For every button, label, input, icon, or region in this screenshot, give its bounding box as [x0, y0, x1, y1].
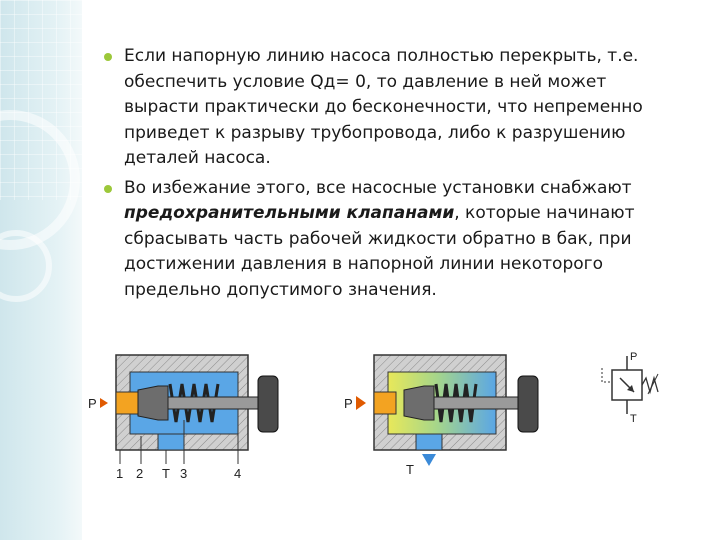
flow-arrow-icon — [356, 396, 366, 410]
valve-poppet — [404, 386, 434, 420]
bullet-text-1: Если напорную линию насоса полностью перекрыть, т.е. обеспечить условие Qд= 0, то давление в ней может вырасти практически до бесконечности, что непременно приведет к разрыву трубопровода, либо к разрушению деталей насоса. — [124, 46, 643, 168]
port-label-p: P — [344, 396, 353, 411]
port-label-p: P — [88, 396, 97, 411]
bullet-dot-icon — [104, 185, 112, 193]
adjust-stem — [434, 397, 528, 409]
bullet-list — [104, 44, 664, 307]
tank-port — [416, 434, 442, 450]
bullet-dot-icon — [104, 53, 112, 61]
port-label-t: T — [406, 462, 414, 477]
tank-arrow-icon — [422, 454, 436, 466]
callout-label-2: 2 — [136, 466, 144, 481]
bullet-item-1 — [104, 44, 664, 172]
bullet-text-2-post: , которые начинают сбрасывать часть рабочей жидкости обратно в бак, при достижении давления в напорной линии некоторого предельно допустимого значения. — [124, 203, 635, 300]
bullet-text-2-pre: Во избежание этого, все насосные установки снабжают — [124, 177, 632, 198]
symbol-label-t: T — [630, 413, 637, 425]
tank-port — [158, 434, 184, 450]
valve-poppet — [138, 386, 168, 420]
adjust-stem — [168, 397, 266, 409]
valve-open-illustration — [338, 340, 548, 485]
callout-label-3: 3 — [180, 466, 188, 481]
relief-valve-symbol — [596, 348, 676, 428]
bullet-item-2 — [104, 176, 664, 304]
callout-label-4: 4 — [234, 466, 242, 481]
symbol-label-p: P — [630, 351, 638, 363]
valve-closed-illustration — [86, 340, 286, 485]
callout-label-1: 1 — [116, 466, 124, 481]
pressure-port — [374, 392, 396, 414]
adjust-knob — [518, 376, 538, 432]
flow-arrow-icon — [100, 398, 108, 408]
decorative-side-strip — [0, 0, 82, 540]
pressure-port — [116, 392, 138, 414]
adjust-knob — [258, 376, 278, 432]
callout-label-t: T — [162, 466, 170, 481]
bullet-text-2-emphasis: предохранительными клапанами — [124, 203, 455, 223]
